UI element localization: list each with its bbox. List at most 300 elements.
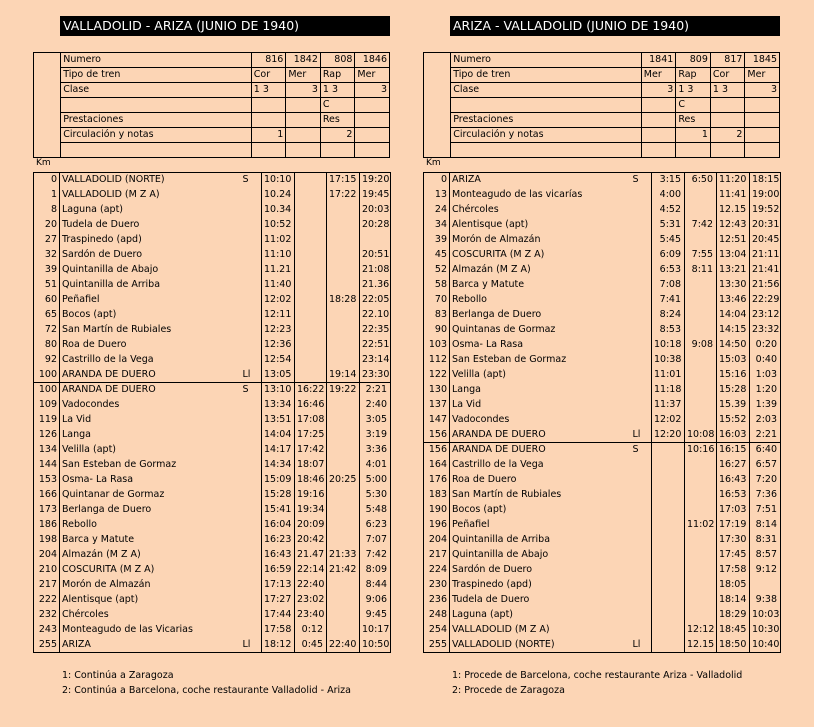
station-name: Vadocondes — [60, 398, 240, 413]
table-row — [424, 638, 781, 653]
header-value: 816 — [251, 53, 286, 68]
header-value — [355, 128, 390, 143]
station-flag — [240, 548, 262, 563]
station-name: Velilla (apt) — [60, 443, 240, 458]
table-row — [34, 413, 391, 428]
train-time: 2:40 — [360, 398, 391, 413]
station-name: Quintanilla de Arriba — [450, 533, 630, 548]
header-value — [745, 128, 780, 143]
station-name: Quintanar de Gormaz — [60, 488, 240, 503]
header-value: 1842 — [286, 53, 321, 68]
table-row — [34, 188, 391, 203]
train-time: 8:44 — [360, 578, 391, 593]
station-name: Almazán (M Z A) — [450, 263, 630, 278]
train-time: 12:11 — [262, 308, 295, 323]
train-time — [295, 263, 327, 278]
km-value: 100 — [34, 368, 60, 383]
station-name: Peñafiel — [450, 518, 630, 533]
station-name: VALLADOLID (M Z A) — [450, 623, 630, 638]
station-name: Tudela de Duero — [60, 218, 240, 233]
train-time: 19:20 — [360, 173, 391, 188]
train-time — [327, 518, 360, 533]
header-value: C — [320, 98, 355, 113]
train-time: 10:16 — [685, 443, 717, 458]
station-name: San Martín de Rubiales — [450, 488, 630, 503]
header-value: Rap — [320, 68, 355, 83]
station-flag — [630, 413, 652, 428]
header-value — [355, 98, 390, 113]
station-name: ARANDA DE DUERO — [450, 428, 630, 443]
train-time — [652, 638, 685, 653]
header-row — [34, 53, 390, 68]
train-time: 18:28 — [327, 293, 360, 308]
station-flag: S — [630, 173, 652, 188]
train-time: 6:53 — [652, 263, 685, 278]
train-time: 7:07 — [360, 533, 391, 548]
station-name: Roa de Duero — [450, 473, 630, 488]
train-time: 8:11 — [685, 263, 717, 278]
train-time: 3:19 — [360, 428, 391, 443]
header-value: Rap — [676, 68, 711, 83]
km-value: 83 — [424, 308, 450, 323]
train-time — [685, 188, 717, 203]
train-time: 21:56 — [750, 278, 781, 293]
train-time: 15:28 — [717, 383, 750, 398]
train-time — [295, 278, 327, 293]
train-time — [685, 383, 717, 398]
header-row — [424, 83, 780, 98]
train-time: 7:55 — [685, 248, 717, 263]
station-flag: S — [630, 443, 652, 458]
train-time: 18:12 — [262, 638, 295, 653]
train-time: 21:11 — [750, 248, 781, 263]
train-time — [685, 578, 717, 593]
train-time: 18:45 — [717, 623, 750, 638]
table-row — [34, 308, 391, 323]
km-value: 230 — [424, 578, 450, 593]
train-time — [685, 563, 717, 578]
station-flag — [240, 278, 262, 293]
station-name: Laguna (apt) — [60, 203, 240, 218]
train-time: 22:40 — [295, 578, 327, 593]
train-time — [685, 548, 717, 563]
train-time: 14:04 — [262, 428, 295, 443]
station-flag — [240, 248, 262, 263]
train-time: 21:08 — [360, 263, 391, 278]
train-time: 13:46 — [717, 293, 750, 308]
table-row — [424, 488, 781, 503]
header-value: Cor — [251, 68, 286, 83]
station-flag — [240, 413, 262, 428]
train-time: 8:31 — [750, 533, 781, 548]
train-time: 4:00 — [652, 188, 685, 203]
train-time: 7:42 — [685, 218, 717, 233]
header-row — [34, 98, 390, 113]
station-name: VALLADOLID (NORTE) — [60, 173, 240, 188]
km-value: 126 — [34, 428, 60, 443]
train-time: 22:35 — [360, 323, 391, 338]
station-flag — [240, 203, 262, 218]
station-flag — [630, 593, 652, 608]
km-value: 122 — [424, 368, 450, 383]
train-time: 8:09 — [360, 563, 391, 578]
station-flag — [630, 548, 652, 563]
header-label: Tipo de tren — [61, 68, 252, 83]
station-name: Traspinedo (apd) — [60, 233, 240, 248]
table-row — [34, 383, 391, 398]
train-time: 11:10 — [262, 248, 295, 263]
train-time: 12:54 — [262, 353, 295, 368]
station-flag — [630, 263, 652, 278]
train-time — [327, 503, 360, 518]
train-time — [685, 473, 717, 488]
station-name: Berlanga de Duero — [60, 503, 240, 518]
train-time — [295, 293, 327, 308]
table-row — [424, 308, 781, 323]
header-label: Circulación y notas — [61, 128, 252, 143]
station-name: Langa — [450, 383, 630, 398]
train-time: 19:22 — [327, 383, 360, 398]
train-time: 10:40 — [750, 638, 781, 653]
header-value: 3 — [641, 83, 676, 98]
train-time: 17:58 — [717, 563, 750, 578]
station-flag — [240, 563, 262, 578]
train-time: 20:25 — [327, 473, 360, 488]
table-row — [34, 428, 391, 443]
train-time — [327, 398, 360, 413]
train-time: 4:52 — [652, 203, 685, 218]
station-flag — [240, 443, 262, 458]
train-time: 10:52 — [262, 218, 295, 233]
train-time: 7:41 — [652, 293, 685, 308]
station-flag — [240, 488, 262, 503]
table-row — [34, 578, 391, 593]
station-flag — [630, 533, 652, 548]
train-time: 3:05 — [360, 413, 391, 428]
header-row — [34, 113, 390, 128]
km-value: 186 — [34, 518, 60, 533]
train-time: 21.36 — [360, 278, 391, 293]
table-row — [34, 218, 391, 233]
train-time — [685, 203, 717, 218]
km-value: 112 — [424, 353, 450, 368]
station-name: ARANDA DE DUERO — [60, 383, 240, 398]
train-time — [327, 248, 360, 263]
train-time: 2:03 — [750, 413, 781, 428]
station-flag — [630, 353, 652, 368]
train-time: 16:43 — [717, 473, 750, 488]
schedule-table — [423, 172, 781, 653]
train-time: 10:03 — [750, 608, 781, 623]
header-row — [34, 143, 390, 158]
note: 1: Continúa a Zaragoza — [62, 670, 174, 681]
train-time: 16:04 — [262, 518, 295, 533]
station-flag — [630, 488, 652, 503]
train-time: 16:22 — [295, 383, 327, 398]
km-value: 217 — [424, 548, 450, 563]
train-time — [295, 173, 327, 188]
train-time — [327, 608, 360, 623]
table-row — [34, 203, 391, 218]
train-time: 10:50 — [360, 638, 391, 653]
header-row — [424, 113, 780, 128]
train-header-table — [33, 52, 390, 158]
train-time: 22:29 — [750, 293, 781, 308]
header-value: Mer — [745, 68, 780, 83]
station-flag — [240, 218, 262, 233]
table-row — [34, 593, 391, 608]
station-name: Chércoles — [450, 203, 630, 218]
train-header-table — [423, 52, 780, 158]
train-time: 22:05 — [360, 293, 391, 308]
train-time: 23:32 — [750, 323, 781, 338]
schedule-table — [33, 172, 391, 653]
km-value: 236 — [424, 593, 450, 608]
train-time: 19:16 — [295, 488, 327, 503]
train-time: 15:28 — [262, 488, 295, 503]
station-name: Castrillo de la Vega — [60, 353, 240, 368]
train-time: 1:39 — [750, 398, 781, 413]
km-value: 20 — [34, 218, 60, 233]
table-row — [34, 563, 391, 578]
header-row — [34, 83, 390, 98]
train-time: 5:00 — [360, 473, 391, 488]
km-value: 196 — [424, 518, 450, 533]
note: 2: Continúa a Barcelona, coche restaurante Valladolid - Ariza — [62, 685, 351, 696]
station-name: ARIZA — [60, 638, 240, 653]
train-time: 18:05 — [717, 578, 750, 593]
table-row — [34, 173, 391, 188]
train-time: 7:51 — [750, 503, 781, 518]
train-time: 2:21 — [750, 428, 781, 443]
header-label: Prestaciones — [61, 113, 252, 128]
train-time: 8:53 — [652, 323, 685, 338]
km-value: 224 — [424, 563, 450, 578]
train-time: 6:50 — [685, 173, 717, 188]
train-time: 10:38 — [652, 353, 685, 368]
train-time: 17:19 — [717, 518, 750, 533]
train-time: 3:15 — [652, 173, 685, 188]
train-time: 11:01 — [652, 368, 685, 383]
station-name: Berlanga de Duero — [450, 308, 630, 323]
train-time — [652, 548, 685, 563]
station-name: Sardón de Duero — [60, 248, 240, 263]
header-value: 1846 — [355, 53, 390, 68]
station-name: La Vid — [60, 413, 240, 428]
station-flag — [240, 533, 262, 548]
table-row — [34, 323, 391, 338]
station-name: San Esteban de Gormaz — [450, 353, 630, 368]
table-row — [34, 248, 391, 263]
station-name: COSCURITA (M Z A) — [450, 248, 630, 263]
table-row — [424, 398, 781, 413]
header-value: 1841 — [641, 53, 676, 68]
table-row — [424, 548, 781, 563]
station-flag — [630, 308, 652, 323]
station-flag — [240, 353, 262, 368]
station-name: Bocos (apt) — [60, 308, 240, 323]
header-value: 1 3 — [251, 83, 286, 98]
km-value: 119 — [34, 413, 60, 428]
train-time: 16:46 — [295, 398, 327, 413]
timetable-title: ARIZA - VALLADOLID (JUNIO DE 1940) — [450, 16, 780, 36]
train-time: 13:10 — [262, 383, 295, 398]
km-value: 254 — [424, 623, 450, 638]
header-value: 809 — [676, 53, 711, 68]
station-name: Quintanas de Gormaz — [450, 323, 630, 338]
table-row — [34, 368, 391, 383]
header-row — [424, 53, 780, 68]
train-time: 0:45 — [295, 638, 327, 653]
table-row — [34, 488, 391, 503]
km-value: 217 — [34, 578, 60, 593]
header-value — [286, 128, 321, 143]
table-row — [424, 218, 781, 233]
timetable-title: VALLADOLID - ARIZA (JUNIO DE 1940) — [60, 16, 390, 36]
station-flag — [240, 233, 262, 248]
train-time — [295, 188, 327, 203]
station-flag: Ll — [240, 638, 262, 653]
station-flag — [630, 293, 652, 308]
table-row — [424, 203, 781, 218]
train-time: 15:52 — [717, 413, 750, 428]
train-time: 20:03 — [360, 203, 391, 218]
train-time: 9:08 — [685, 338, 717, 353]
station-flag — [630, 278, 652, 293]
train-time: 12:43 — [717, 218, 750, 233]
station-flag — [630, 563, 652, 578]
station-flag — [240, 593, 262, 608]
train-time: 8:57 — [750, 548, 781, 563]
train-time — [327, 458, 360, 473]
station-flag — [240, 608, 262, 623]
header-row — [424, 143, 780, 158]
table-row — [424, 338, 781, 353]
train-time: 18:46 — [295, 473, 327, 488]
train-time: 12:51 — [717, 233, 750, 248]
train-time — [685, 488, 717, 503]
header-value: 817 — [710, 53, 745, 68]
train-time — [327, 428, 360, 443]
station-name: Alentisque (apt) — [60, 593, 240, 608]
train-time: 17:08 — [295, 413, 327, 428]
train-time: 10:17 — [360, 623, 391, 638]
header-value: C — [676, 98, 711, 113]
train-time: 20:51 — [360, 248, 391, 263]
train-time: 18:29 — [717, 608, 750, 623]
train-time: 19:52 — [750, 203, 781, 218]
km-value: 60 — [34, 293, 60, 308]
header-row — [34, 68, 390, 83]
train-time: 13:04 — [717, 248, 750, 263]
train-time: 5:48 — [360, 503, 391, 518]
train-time: 17:27 — [262, 593, 295, 608]
train-time: 20:45 — [750, 233, 781, 248]
train-time — [685, 458, 717, 473]
train-time: 1:03 — [750, 368, 781, 383]
train-time — [652, 623, 685, 638]
km-value: 70 — [424, 293, 450, 308]
header-value: 3 — [355, 83, 390, 98]
train-time: 15:41 — [262, 503, 295, 518]
table-row — [424, 593, 781, 608]
header-value: 1 3 — [676, 83, 711, 98]
table-row — [34, 638, 391, 653]
header-label: Tipo de tren — [451, 68, 642, 83]
train-time: 16:27 — [717, 458, 750, 473]
train-time — [652, 488, 685, 503]
train-time — [652, 563, 685, 578]
train-time: 23:40 — [295, 608, 327, 623]
train-time: 4:01 — [360, 458, 391, 473]
train-time: 17:13 — [262, 578, 295, 593]
km-value: 153 — [34, 473, 60, 488]
train-time: 21:42 — [327, 563, 360, 578]
table-row — [34, 293, 391, 308]
notes-left — [62, 668, 351, 698]
train-time: 1:20 — [750, 383, 781, 398]
km-value: 0 — [34, 173, 60, 188]
station-name: Quintanilla de Abajo — [450, 548, 630, 563]
train-time — [327, 203, 360, 218]
train-time — [327, 488, 360, 503]
train-time — [295, 203, 327, 218]
train-time: 23:14 — [360, 353, 391, 368]
train-time: 11:20 — [717, 173, 750, 188]
header-value — [710, 98, 745, 113]
train-time: 22:40 — [327, 638, 360, 653]
train-time — [685, 278, 717, 293]
train-time — [685, 533, 717, 548]
km-value: 45 — [424, 248, 450, 263]
train-time — [327, 353, 360, 368]
train-time: 6:57 — [750, 458, 781, 473]
train-time: 20:31 — [750, 218, 781, 233]
km-value: 164 — [424, 458, 450, 473]
train-time: 12:02 — [652, 413, 685, 428]
train-time — [295, 248, 327, 263]
train-time — [685, 593, 717, 608]
km-value: 204 — [424, 533, 450, 548]
train-time — [295, 218, 327, 233]
km-value: 51 — [34, 278, 60, 293]
train-time — [327, 263, 360, 278]
train-time: 12.15 — [685, 638, 717, 653]
km-value: 156 — [424, 443, 450, 458]
train-time: 12.15 — [717, 203, 750, 218]
table-row — [34, 503, 391, 518]
train-time — [685, 353, 717, 368]
km-value: 109 — [34, 398, 60, 413]
station-name: ARIZA — [450, 173, 630, 188]
train-time: 16:15 — [717, 443, 750, 458]
header-label: Numero — [451, 53, 642, 68]
km-value: 147 — [424, 413, 450, 428]
train-time — [295, 308, 327, 323]
train-time: 19:14 — [327, 368, 360, 383]
train-time: 3:36 — [360, 443, 391, 458]
train-time: 11:18 — [652, 383, 685, 398]
station-flag — [630, 458, 652, 473]
station-flag — [240, 503, 262, 518]
train-time: 17:42 — [295, 443, 327, 458]
header-value — [355, 113, 390, 128]
train-time: 0:12 — [295, 623, 327, 638]
train-time: 16:53 — [717, 488, 750, 503]
station-flag — [630, 608, 652, 623]
km-value: 166 — [34, 488, 60, 503]
km-value: 72 — [34, 323, 60, 338]
